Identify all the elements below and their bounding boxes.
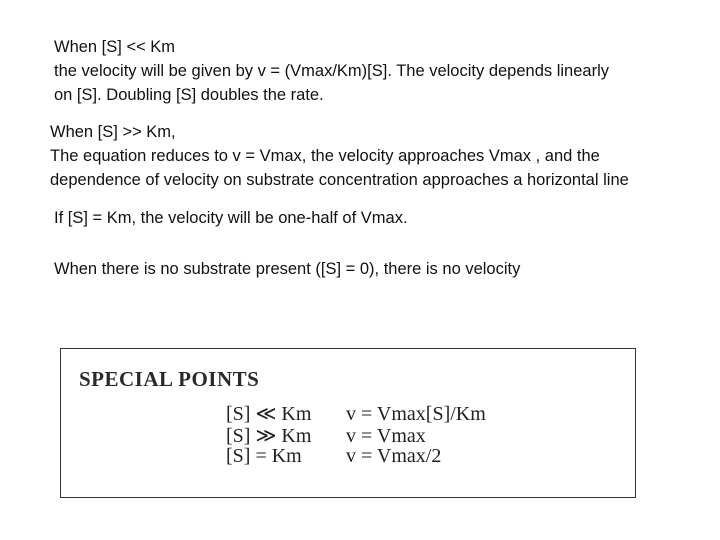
special-point-result: v = Vmax/2 xyxy=(346,445,442,467)
special-point-condition: [S] ≪ Km xyxy=(226,403,312,425)
special-point-condition: [S] ≫ Km xyxy=(226,425,312,447)
high-substrate-paragraph xyxy=(50,120,629,192)
equal-km-paragraph xyxy=(54,206,408,230)
high-substrate-line-2: The equation reduces to v = Vmax, the velocity approaches Vmax , and the xyxy=(50,147,600,165)
no-substrate-line-1: When there is no substrate present ([S] = 0), there is no velocity xyxy=(54,260,521,278)
no-substrate-paragraph xyxy=(54,257,520,281)
special-points-box xyxy=(60,348,636,498)
high-substrate-line-3: dependence of velocity on substrate concentration approaches a horizontal line xyxy=(50,171,629,189)
low-substrate-line-3: on [S]. Doubling [S] doubles the rate. xyxy=(54,86,324,104)
special-point-condition: [S] = Km xyxy=(226,445,302,467)
special-point-result: v = Vmax xyxy=(346,425,426,447)
low-substrate-line-2: the velocity will be given by v = (Vmax/Km)[S]. The velocity depends linearly xyxy=(54,62,609,80)
high-substrate-line-1: When [S] >> Km, xyxy=(50,123,176,141)
equal-km-line-1: If [S] = Km, the velocity will be one-half of Vmax. xyxy=(54,209,408,227)
special-point-result: v = Vmax[S]/Km xyxy=(346,403,486,425)
low-substrate-paragraph xyxy=(54,35,609,107)
special-points-title: SPECIAL POINTS xyxy=(79,367,260,391)
low-substrate-line-1: When [S] << Km xyxy=(54,38,176,56)
special-point-row xyxy=(226,445,441,468)
